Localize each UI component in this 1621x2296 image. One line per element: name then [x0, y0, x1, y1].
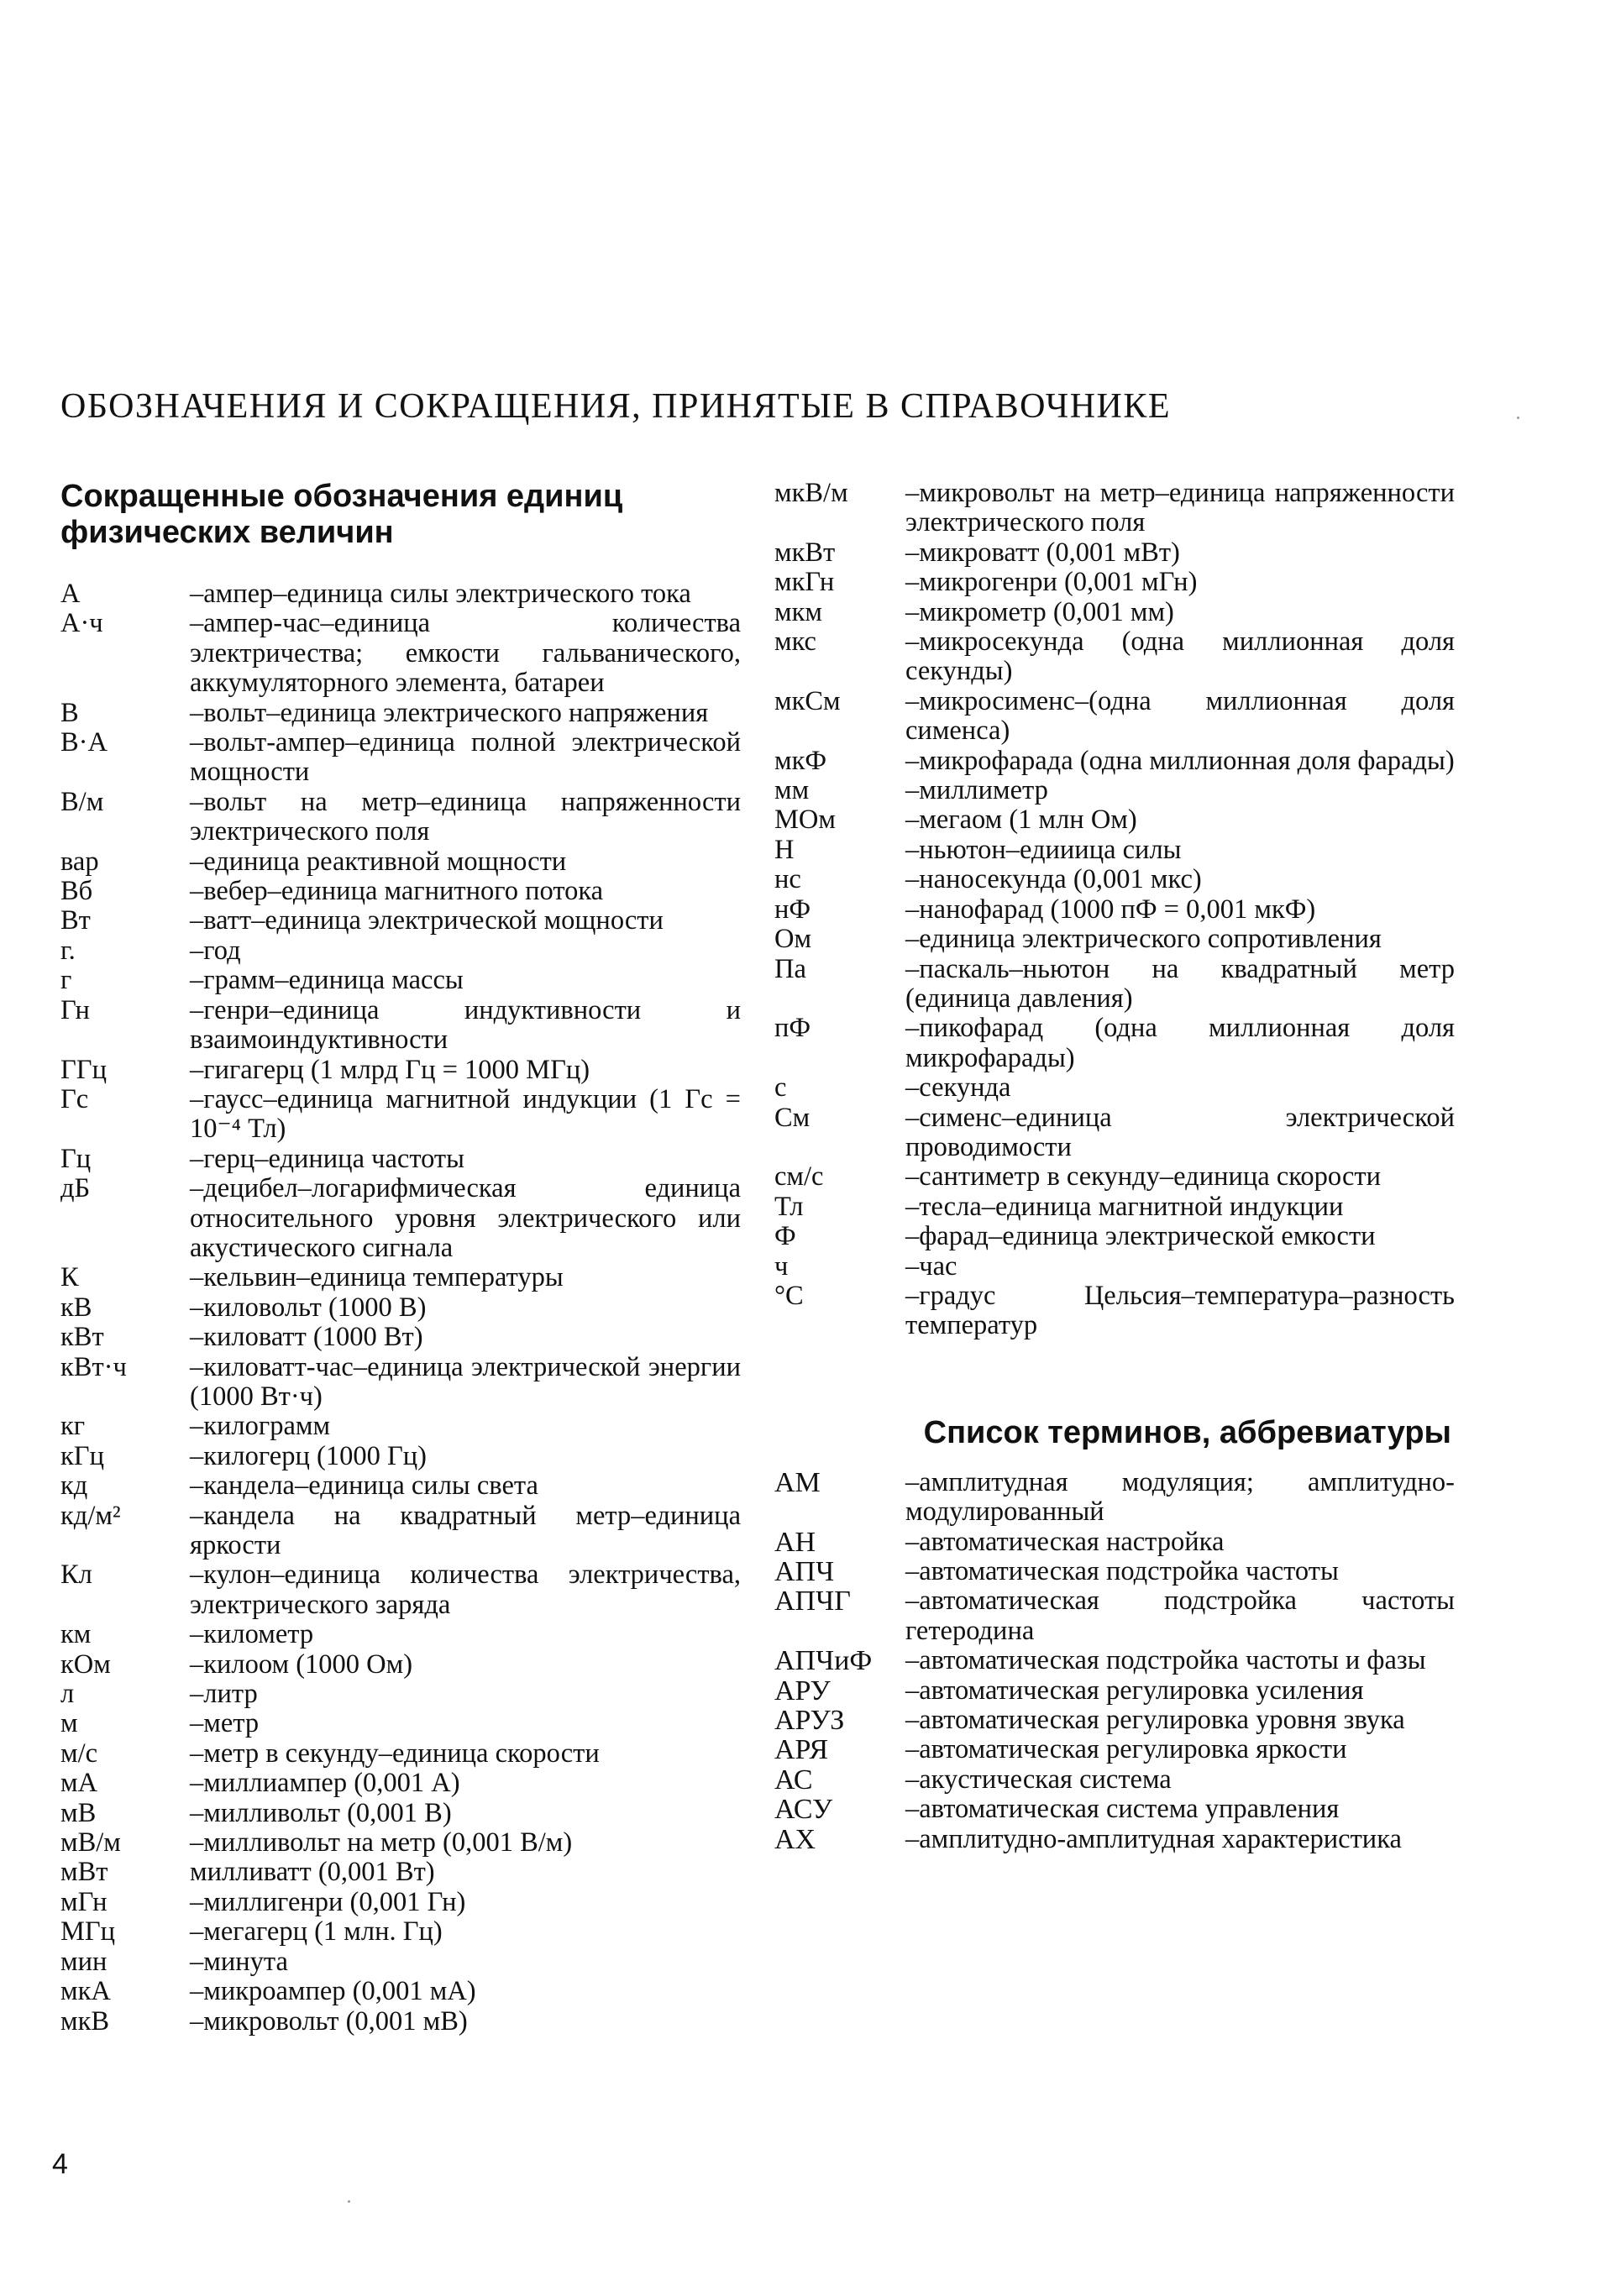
- abbreviation-entry: [774, 1586, 1455, 1646]
- left-column: [60, 479, 741, 2037]
- entry-definition: –мегаом (1 млн Ом): [905, 805, 1137, 836]
- unit-entry: [60, 1739, 741, 1769]
- entry-definition: –автоматическая регулировка яркости: [905, 1734, 1347, 1765]
- unit-entry: [60, 699, 741, 728]
- unit-entry: [60, 579, 741, 609]
- entry-definition: –кандела–единица силы света: [190, 1470, 538, 1502]
- entry-symbol: А: [60, 579, 81, 609]
- entry-definition: –децибел–логарифмическая единица относительного уровня электрического или акустического сигнала: [190, 1173, 741, 1263]
- unit-entry: [60, 1709, 741, 1738]
- unit-entry: [774, 1073, 1455, 1103]
- entry-symbol: Тл: [774, 1191, 804, 1222]
- entry-definition: –автоматическая регулировка усиления: [905, 1675, 1364, 1706]
- entry-symbol: АХ: [774, 1823, 816, 1855]
- unit-entry: [774, 865, 1455, 894]
- entry-symbol: дБ: [60, 1173, 91, 1204]
- right-column: [774, 479, 1455, 1854]
- entry-definition: –автоматическая регулировка уровня звука: [905, 1705, 1405, 1736]
- entry-symbol: В/м: [60, 786, 104, 817]
- entry-definition: –нанофарад (1000 пФ = 0,001 мкФ): [905, 894, 1316, 925]
- entry-definition: –акустическая система: [905, 1764, 1172, 1795]
- unit-entry: [60, 877, 741, 906]
- entry-symbol: кОм: [60, 1649, 111, 1680]
- entry-symbol: МГц: [60, 1916, 116, 1947]
- entry-symbol: АН: [774, 1526, 816, 1558]
- unit-entry: [774, 1162, 1455, 1192]
- entry-symbol: ч: [774, 1250, 789, 1282]
- entry-definition: –паскаль–ньютон на квадратный метр (единица давления): [905, 953, 1455, 1014]
- entry-symbol: нФ: [774, 894, 811, 925]
- entry-symbol: АСУ: [774, 1794, 833, 1826]
- unit-entry: [60, 1977, 741, 2006]
- entry-symbol: См: [774, 1102, 810, 1133]
- entry-definition: –автоматическая подстройка частоты: [905, 1556, 1339, 1586]
- entry-symbol: мА: [60, 1768, 98, 1799]
- entry-definition: –ватт–единица электрической мощности: [190, 905, 664, 936]
- unit-entry: [60, 1769, 741, 1798]
- unit-entry: [60, 936, 741, 966]
- abbreviation-entry: [774, 1468, 1455, 1528]
- entry-definition: –ньютон–едииица силы: [905, 834, 1182, 865]
- entry-definition: –мегагерц (1 млн. Гц): [190, 1916, 443, 1947]
- entry-symbol: мкСм: [774, 685, 841, 716]
- unit-entry: [60, 1085, 741, 1145]
- entry-definition: –сименс–единица электрической проводимости: [905, 1102, 1455, 1162]
- entry-symbol: АПЧиФ: [774, 1645, 873, 1677]
- unit-entry: [60, 1293, 741, 1323]
- unit-entry: [60, 906, 741, 936]
- unit-entry: [60, 847, 741, 877]
- entry-symbol: см/с: [774, 1161, 824, 1193]
- page-title: ОБОЗНАЧЕНИЯ И СОКРАЩЕНИЯ, ПРИНЯТЫЕ В СПРАВОЧНИКЕ: [60, 387, 1172, 427]
- entry-symbol: мВ/м: [60, 1827, 121, 1858]
- abbreviation-entry: [774, 1557, 1455, 1586]
- entry-definition: –секунда: [905, 1072, 1011, 1103]
- scan-speck: [348, 2200, 350, 2203]
- unit-entry: [774, 836, 1455, 865]
- entry-definition: –градус Цельсия–температура–разность температур: [905, 1280, 1455, 1341]
- entry-symbol: Ом: [774, 924, 812, 955]
- entry-definition: –ампер-час–единица количества электричества; емкости гальванического, аккумуляторного элемента, батареи: [190, 608, 741, 699]
- entry-symbol: Вб: [60, 876, 93, 907]
- entry-definition: –миллигенри (0,001 Гн): [190, 1886, 466, 1917]
- entry-definition: –единица реактивной мощности: [190, 846, 567, 877]
- entry-symbol: мВт: [60, 1857, 108, 1888]
- entry-definition: –пикофарад (одна миллионная доля микрофарады): [905, 1013, 1455, 1073]
- entry-symbol: ГГц: [60, 1054, 107, 1085]
- unit-entry: [60, 1947, 741, 1977]
- unit-entry: [60, 1353, 741, 1413]
- unit-entry: [774, 538, 1455, 568]
- entry-symbol: Гн: [60, 994, 90, 1025]
- unit-entry: [60, 1799, 741, 1828]
- entry-definition: –грамм–единица массы: [190, 965, 464, 996]
- entry-definition: –наносекунда (0,001 мкс): [905, 864, 1202, 895]
- scan-speck: [1517, 417, 1519, 419]
- unit-entry: [60, 728, 741, 788]
- unit-entry: [774, 1103, 1455, 1163]
- unit-entry: [60, 1502, 741, 1561]
- unit-entry: [60, 1442, 741, 1471]
- entry-symbol: АРЯ: [774, 1734, 828, 1766]
- unit-entry: [60, 788, 741, 847]
- entry-definition: –киловатт (1000 Вт): [190, 1322, 423, 1353]
- entry-definition: –микрометр (0,001 мм): [905, 596, 1174, 627]
- entry-symbol: В: [60, 697, 79, 728]
- entry-definition: –киловатт-час–единица электрической энергии (1000 Вт·ч): [190, 1351, 741, 1412]
- entry-symbol: АПЧГ: [774, 1586, 851, 1617]
- entry-symbol: Гс: [60, 1083, 89, 1114]
- page-number: 4: [52, 2148, 68, 2180]
- unit-entry: [60, 1056, 741, 1085]
- entry-definition: –автоматическая подстройка частоты и фазы: [905, 1645, 1426, 1676]
- abbreviations-section-title: Список терминов, аббревиатуры: [923, 1414, 1451, 1450]
- entry-definition: –килоом (1000 Ом): [190, 1649, 413, 1680]
- entry-symbol: мкГн: [774, 567, 835, 598]
- entry-symbol: мкс: [774, 626, 816, 658]
- unit-entry: [774, 805, 1455, 835]
- entry-definition: –автоматическая подстройка частоты гетеродина: [905, 1586, 1455, 1646]
- unit-entry: [774, 895, 1455, 925]
- entry-definition: –автоматическая настройка: [905, 1526, 1225, 1557]
- abbreviation-entry: [774, 1795, 1455, 1824]
- entry-definition: –киловольт (1000 В): [190, 1292, 427, 1323]
- entry-symbol: кГц: [60, 1440, 104, 1471]
- unit-entry: [774, 776, 1455, 805]
- unit-entry: [60, 2007, 741, 2037]
- entry-definition: –вольт на метр–единица напряженности электрического поля: [190, 786, 741, 847]
- unit-entry: [774, 1014, 1455, 1073]
- entry-definition: –год: [190, 935, 241, 966]
- entry-symbol: кг: [60, 1411, 86, 1442]
- abbreviation-entry: [774, 1706, 1455, 1735]
- entry-definition: –вольт-ампер–единица полной электрической мощности: [190, 727, 741, 788]
- entry-symbol: Па: [774, 953, 806, 984]
- entry-symbol: кд: [60, 1470, 88, 1502]
- entry-symbol: мкА: [60, 1976, 111, 2007]
- entry-definition: –генри–единица индуктивности и взаимоиндуктивности: [190, 994, 741, 1056]
- entry-symbol: мкм: [774, 596, 822, 627]
- entry-symbol: г: [60, 965, 72, 996]
- entry-symbol: АРУЗ: [774, 1705, 845, 1737]
- abbreviation-entry: [774, 1735, 1455, 1764]
- unit-entry: [774, 1282, 1455, 1341]
- entry-definition: –литр: [190, 1679, 258, 1710]
- entry-definition: –микросименс–(одна миллионная доля сименса): [905, 685, 1455, 747]
- unit-entry: [60, 1174, 741, 1263]
- unit-entry: [60, 1323, 741, 1352]
- entry-definition: –гигагерц (1 млрд Гц = 1000 МГц): [190, 1054, 590, 1085]
- entry-symbol: В·А: [60, 727, 108, 758]
- entry-definition: –микрофарада (одна миллионная доля фарады): [905, 745, 1455, 776]
- unit-entry: [60, 996, 741, 1056]
- entry-symbol: мкВт: [774, 537, 836, 568]
- entry-definition: –амплитудно-амплитудная характеристика: [905, 1823, 1402, 1854]
- entry-definition: –сантиметр в секунду–единица скорости: [905, 1161, 1381, 1193]
- entry-symbol: АРУ: [774, 1675, 831, 1706]
- unit-entry: [774, 1252, 1455, 1282]
- entry-symbol: МОм: [774, 805, 836, 836]
- entry-symbol: мВ: [60, 1797, 97, 1828]
- unit-entry: [60, 1828, 741, 1858]
- entry-symbol: кд/м²: [60, 1500, 121, 1531]
- unit-entry: [774, 955, 1455, 1014]
- entry-symbol: км: [60, 1619, 92, 1650]
- entry-definition: –вебер–единица магнитного потока: [190, 876, 604, 907]
- entry-symbol: пФ: [774, 1013, 811, 1044]
- entry-symbol: АПЧ: [774, 1556, 835, 1587]
- unit-entry: [60, 1888, 741, 1917]
- entry-definition: –метр в секунду–единица скорости: [190, 1738, 600, 1769]
- abbreviation-entry: [774, 1646, 1455, 1675]
- entry-definition: –килогерц (1000 Гц): [190, 1440, 427, 1471]
- unit-entry: [60, 1680, 741, 1709]
- unit-entry: [774, 687, 1455, 747]
- entry-definition: милливатт (0,001 Вт): [190, 1857, 435, 1888]
- entry-definition: –герц–единица частоты: [190, 1143, 464, 1174]
- unit-entry: [60, 1650, 741, 1680]
- unit-entry: [774, 1222, 1455, 1251]
- entry-definition: –километр: [190, 1619, 314, 1650]
- entry-definition: –микрогенри (0,001 мГн): [905, 567, 1198, 598]
- entry-definition: –килограмм: [190, 1411, 331, 1442]
- entry-symbol: м/с: [60, 1738, 98, 1769]
- units-list-left: [60, 579, 741, 2037]
- entry-definition: –микроватт (0,001 мВт): [905, 537, 1180, 568]
- entry-symbol: АС: [774, 1764, 813, 1795]
- unit-entry: [60, 1471, 741, 1501]
- entry-definition: –миллиампер (0,001 А): [190, 1768, 460, 1799]
- entry-symbol: мкФ: [774, 745, 827, 776]
- entry-symbol: АМ: [774, 1466, 821, 1498]
- entry-symbol: °С: [774, 1280, 804, 1311]
- unit-entry: [60, 1412, 741, 1441]
- unit-entry: [774, 598, 1455, 627]
- entry-symbol: Кл: [60, 1559, 92, 1591]
- unit-entry: [774, 925, 1455, 954]
- entry-definition: –гаусс–единица магнитной индукции (1 Гс = 10⁻⁴ Тл): [190, 1083, 741, 1145]
- entry-definition: –час: [905, 1250, 957, 1282]
- entry-definition: –микросекунда (одна миллионная доля секунды): [905, 626, 1455, 687]
- entry-definition: –микроампер (0,001 мА): [190, 1976, 476, 2007]
- entry-symbol: г.: [60, 935, 76, 966]
- entry-definition: –минута: [190, 1946, 288, 1977]
- unit-entry: [60, 1263, 741, 1292]
- entry-symbol: м: [60, 1708, 78, 1739]
- entry-definition: –кулон–единица количества электричества, электрического заряда: [190, 1559, 741, 1620]
- entry-definition: –микровольт (0,001 мВ): [190, 2005, 468, 2037]
- entry-symbol: вар: [60, 846, 99, 877]
- abbreviation-entry: [774, 1676, 1455, 1706]
- abbreviation-entry: [774, 1528, 1455, 1557]
- entry-definition: –амплитудная модуляция; амплитудно-модулированный: [905, 1466, 1455, 1528]
- entry-definition: –вольт–единица электрического напряжения: [190, 697, 709, 728]
- entry-definition: –единица электрического сопротивления: [905, 924, 1382, 955]
- entry-definition: –метр: [190, 1708, 260, 1739]
- entry-symbol: кВ: [60, 1292, 92, 1323]
- abbreviations-list: [774, 1468, 1455, 1854]
- entry-symbol: Н: [774, 834, 795, 865]
- entry-symbol: мкВ/м: [774, 478, 848, 508]
- entry-definition: –тесла–единица магнитной индукции: [905, 1191, 1344, 1222]
- entry-symbol: кВт·ч: [60, 1351, 127, 1382]
- unit-entry: [60, 1917, 741, 1947]
- unit-entry: [774, 479, 1455, 538]
- entry-definition: –кандела на квадратный метр–единица яркости: [190, 1500, 741, 1560]
- units-list-right: [774, 479, 1455, 1341]
- entry-definition: –милливольт (0,001 В): [190, 1797, 452, 1828]
- entry-definition: –микровольт на метр–единица напряженности электрического поля: [905, 478, 1455, 538]
- entry-symbol: Ф: [774, 1221, 796, 1252]
- entry-symbol: мм: [774, 775, 810, 806]
- entry-definition: –милливольт на метр (0,001 В/м): [190, 1827, 573, 1858]
- entry-symbol: мин: [60, 1946, 108, 1977]
- unit-entry: [774, 568, 1455, 597]
- unit-entry: [60, 1560, 741, 1620]
- unit-entry: [60, 1620, 741, 1649]
- entry-symbol: с: [774, 1072, 787, 1103]
- unit-entry: [60, 609, 741, 698]
- unit-entry: [60, 966, 741, 995]
- unit-entry: [774, 1193, 1455, 1222]
- entry-symbol: К: [60, 1262, 79, 1293]
- entry-symbol: нс: [774, 864, 801, 895]
- units-section-title: Сокращенные обозначения единиц физических величин: [60, 479, 623, 550]
- entry-symbol: мГн: [60, 1886, 108, 1917]
- entry-symbol: А·ч: [60, 608, 103, 639]
- unit-entry: [60, 1145, 741, 1174]
- unit-entry: [774, 627, 1455, 687]
- unit-entry: [774, 747, 1455, 776]
- entry-symbol: л: [60, 1679, 75, 1710]
- entry-definition: –фарад–единица электрической емкости: [905, 1221, 1376, 1252]
- entry-definition: –кельвин–единица температуры: [190, 1262, 564, 1293]
- unit-entry: [60, 1858, 741, 1887]
- abbreviation-entry: [774, 1825, 1455, 1854]
- abbreviation-entry: [774, 1765, 1455, 1795]
- entry-definition: –миллиметр: [905, 775, 1048, 806]
- entry-symbol: кВт: [60, 1322, 104, 1353]
- entry-symbol: Вт: [60, 905, 91, 936]
- entry-definition: –автоматическая система управления: [905, 1794, 1340, 1825]
- entry-symbol: Гц: [60, 1143, 92, 1174]
- entry-definition: –ампер–единица силы электрического тока: [190, 579, 691, 609]
- entry-symbol: мкВ: [60, 2005, 110, 2037]
